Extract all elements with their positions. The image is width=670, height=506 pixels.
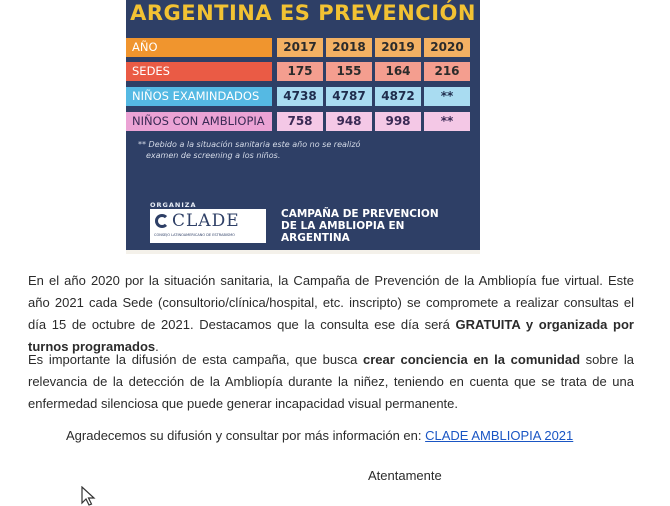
campaign-title-line: CAMPAÑA DE PREVENCION (281, 208, 439, 220)
paragraph-text: . (155, 339, 159, 354)
campaign-title (281, 208, 471, 244)
table-row-sedes (126, 62, 471, 81)
table-cell: 155 (326, 62, 372, 81)
poster-title: ARGENTINA ES PREVENCIÓN (130, 1, 476, 25)
clade-logo (150, 209, 266, 243)
clade-logo-icon (155, 214, 169, 228)
paragraph-text: sobre la relevancia de la detección de la Ambliopía durante la niñez, teniendo en cuenta que se trata de una enfermedad silenciosa que puede generar incapacidad visual permanente. (28, 352, 634, 411)
table-cell: 216 (424, 62, 470, 81)
paragraph-awareness (28, 349, 634, 415)
table-row-ninos-ambliopia (126, 112, 471, 131)
table-cell: 2020 (424, 38, 470, 57)
table-cell: ** (424, 112, 470, 131)
clade-logo-text: CLADE (172, 211, 240, 231)
clade-logo-subtext: CONSEJO LATINOAMERICANO DE ESTRABISMO (154, 233, 235, 237)
paragraph-bold-text: GRATUITA y organizada por turnos programados (28, 317, 634, 354)
campaign-poster-frame (126, 0, 480, 254)
thanks-line (66, 426, 573, 446)
poster-footnote (138, 139, 368, 161)
campaign-title-line: DE LA AMBLIOPIA EN ARGENTINA (281, 220, 405, 244)
table-cell: 2019 (375, 38, 421, 57)
table-cell: 4787 (326, 87, 372, 106)
row-label: SEDES (126, 62, 272, 81)
table-cell: 175 (277, 62, 323, 81)
paragraph-campaign-info (28, 270, 634, 358)
table-cell: 4872 (375, 87, 421, 106)
table-cell: 998 (375, 112, 421, 131)
table-cell: 164 (375, 62, 421, 81)
footnote-line: ** Debido a la situación sanitaria este año no se realizó (138, 140, 361, 149)
table-row-ninos-examinados (126, 87, 471, 106)
closing-text: Atentamente (368, 468, 442, 483)
row-label: AÑO (126, 38, 272, 57)
mouse-pointer-icon (80, 486, 100, 506)
table-cell: 2017 (277, 38, 323, 57)
row-label: NIÑOS CON AMBLIOPIA (126, 112, 272, 131)
paragraph-text: Es importante la difusión de esta campaña, que busca (28, 352, 363, 367)
table-cell: 948 (326, 112, 372, 131)
table-cell: ** (424, 87, 470, 106)
row-label: NIÑOS EXAMINDADOS (126, 87, 272, 106)
organiza-label: ORGANIZA (150, 201, 197, 209)
footnote-line: examen de screening a los niños. (146, 151, 281, 160)
thanks-text: Agradecemos su difusión y consultar por más información en: (66, 428, 426, 443)
table-cell: 2018 (326, 38, 372, 57)
paragraph-bold-text: crear conciencia en la comunidad (363, 352, 581, 367)
clade-ambliopia-link[interactable]: CLADE AMBLIOPIA 2021 (425, 428, 574, 443)
campaign-poster (126, 0, 480, 250)
paragraph-text: En el año 2020 por la situación sanitaria, la Campaña de Prevención de la Ambliopía fue virtual. Este año 2021 cada Sede (consultorio/clínica/hospital, etc. inscripto) se compromete a realizar consultas el día 15 de octubre de 2021. Destacamos que la consulta ese día será (28, 273, 634, 332)
table-row-year (126, 38, 471, 57)
table-cell: 4738 (277, 87, 323, 106)
table-cell: 758 (277, 112, 323, 131)
